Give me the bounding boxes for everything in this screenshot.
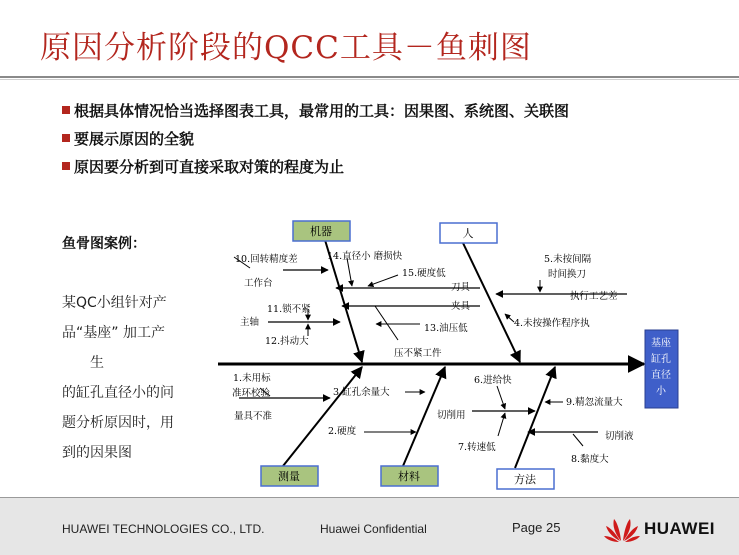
cause-label: 刀具 bbox=[451, 282, 471, 293]
cause-label: 5.未按间隔 bbox=[544, 254, 592, 265]
cause-label: 15.硬度低 bbox=[402, 268, 446, 279]
cause-label: 准环校验 bbox=[232, 388, 271, 399]
case-line: 题分析原因时，用 bbox=[62, 415, 174, 431]
case-line: 的缸孔直径小的问 bbox=[62, 385, 174, 401]
footer-company: HUAWEI TECHNOLOGIES CO., LTD. bbox=[62, 522, 265, 536]
bone-man bbox=[463, 243, 520, 362]
cause-label: 2.硬度 bbox=[328, 426, 357, 437]
case-line: 到的因果图 bbox=[62, 445, 132, 461]
cause-label: 切削用 bbox=[437, 410, 466, 421]
cause-label: 6.进给快 bbox=[474, 375, 512, 386]
bullet-text: 原因要分析到可直接采取对策的程度为止 bbox=[74, 158, 345, 176]
cause-label: 1.未用标 bbox=[233, 373, 271, 384]
cause-label: 工作台 bbox=[244, 278, 273, 289]
cause-label: 12.抖动大 bbox=[265, 336, 309, 347]
footer-divider bbox=[0, 497, 739, 498]
page-title: 原因分析阶段的QCC工具－鱼刺图 bbox=[40, 30, 532, 66]
huawei-logo-icon bbox=[604, 513, 640, 543]
category-label-man: 人 bbox=[462, 227, 474, 240]
cause-label: 夹具 bbox=[451, 301, 471, 312]
cause-label: 3.缸孔余量大 bbox=[333, 387, 390, 398]
cause-label: 11.锁不紧 bbox=[267, 304, 311, 315]
bone-method bbox=[515, 367, 555, 468]
cause-label: 10.回转精度差 bbox=[235, 254, 298, 265]
bullet-text: 根据具体情况恰当选择图表工具，最常用的工具：因果图、系统图、关联图 bbox=[74, 102, 570, 120]
category-label-machine: 机器 bbox=[310, 225, 332, 238]
cause-label: 时间换刀 bbox=[548, 269, 587, 280]
category-label-measurement: 测量 bbox=[278, 470, 300, 483]
case-line: 某QC小组针对产 bbox=[62, 295, 167, 311]
cause-label: 量具不准 bbox=[234, 411, 273, 422]
cause-label: 执行工艺差 bbox=[570, 291, 618, 302]
bullet-text: 要展示原因的全貌 bbox=[74, 130, 195, 148]
cause-label: 9.精忽流量大 bbox=[566, 397, 623, 408]
case-line: 品“基座” 加工产 bbox=[62, 325, 165, 341]
case-line: 生 bbox=[90, 355, 104, 371]
effect-label: 基座 bbox=[651, 338, 671, 349]
page-number: Page 25 bbox=[512, 520, 561, 535]
effect-label: 小 bbox=[656, 386, 666, 397]
cause-label: 13.油压低 bbox=[424, 323, 468, 334]
cause-label: 切削液 bbox=[605, 431, 634, 442]
cause-label: 4.未按操作程序执 bbox=[514, 318, 590, 329]
cause-label: 7.转速低 bbox=[458, 442, 496, 453]
category-label-material: 材料 bbox=[398, 470, 420, 483]
case-heading: 鱼骨图案例： bbox=[62, 236, 146, 252]
category-label-method: 方法 bbox=[514, 473, 536, 486]
effect-label: 缸孔 bbox=[651, 354, 671, 365]
footer-confidential: Huawei Confidential bbox=[320, 522, 427, 536]
cause-label: 主轴 bbox=[240, 317, 260, 328]
cause-label: 压不紧工件 bbox=[394, 348, 442, 359]
huawei-logo-text: HUAWEI bbox=[644, 519, 715, 538]
cause-label: 8.黏度大 bbox=[571, 454, 609, 465]
cause-label: 14.直径小 磨损快 bbox=[327, 251, 403, 262]
bone-measurement bbox=[283, 367, 362, 466]
effect-label: 直径 bbox=[651, 370, 671, 381]
